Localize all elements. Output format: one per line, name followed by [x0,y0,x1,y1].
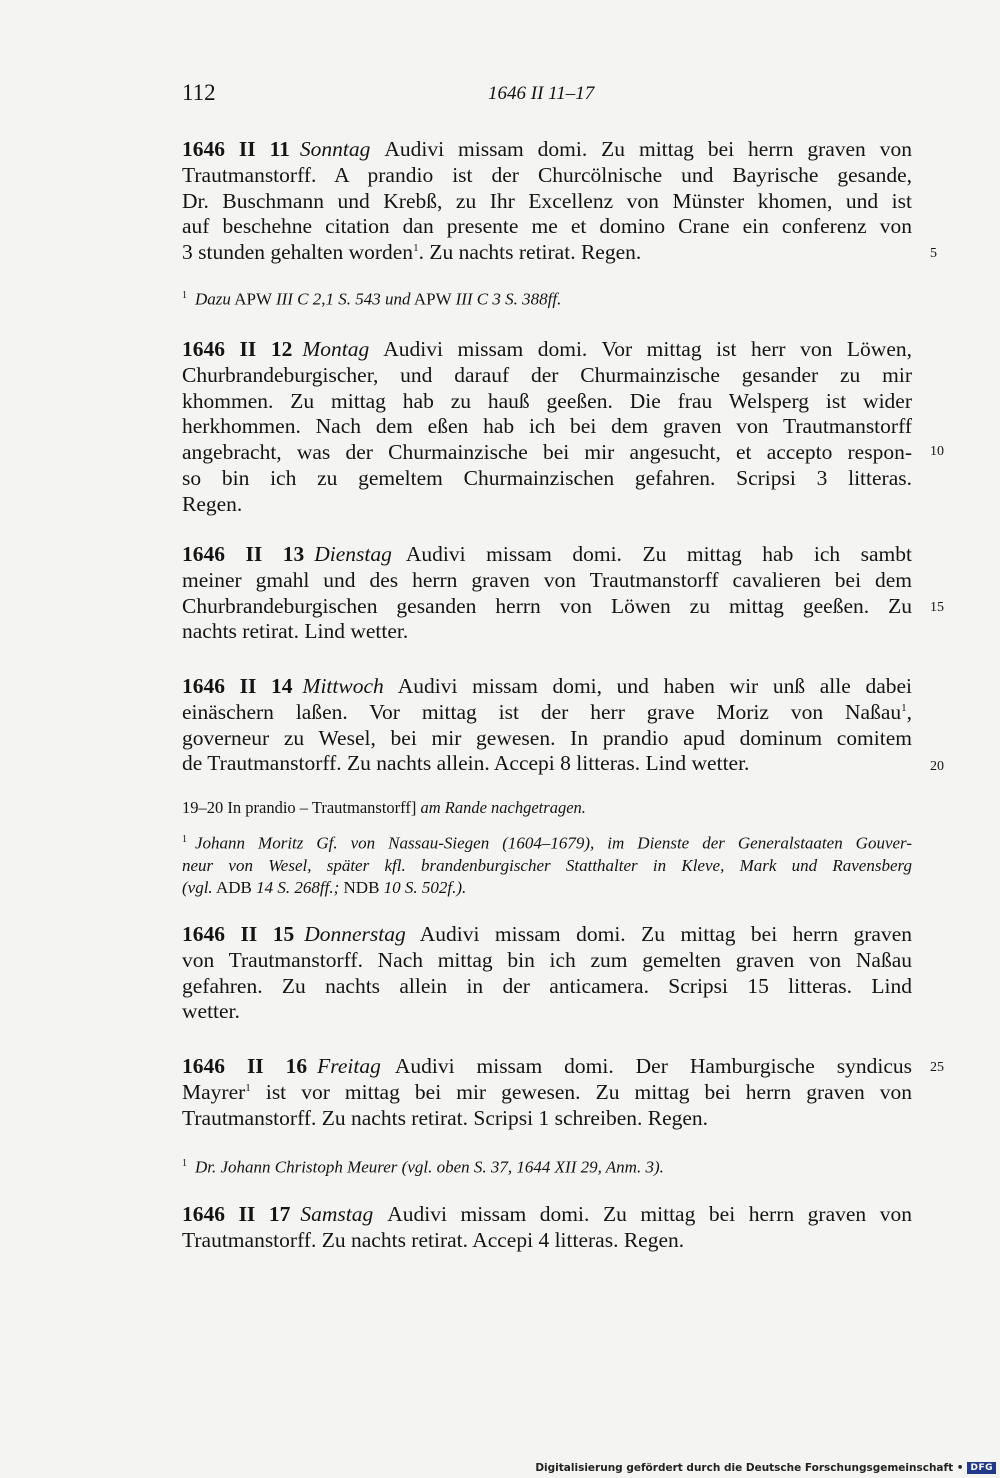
entry-weekday: Samstag [300,1202,374,1226]
dfg-logo: DFG [967,1462,996,1474]
entry-line: de Trautmanstorff. Zu nachts allein. Accepi 8 litteras. Lind wetter. [182,751,750,776]
entry-line: 1646 II 17 Samstag Audivi missam domi. Zu mittag bei herrn graven von [182,1202,912,1226]
entry-line: Trautmanstorff. A prandio ist der Churcölnische und Bayrische gesande, [182,162,912,187]
running-head: 1646 II 11–17 [488,83,595,104]
entry-line: angebracht, was der Churmainzische bei mir angesucht, et accepto respon- [182,440,912,465]
diary-entry [182,137,912,266]
variant-note: 19–20 In prandio – Trautmanstorff] am Rande nachgetragen. [182,798,586,817]
entry-date: 1646 II 15 [182,922,295,946]
footnote-marker: 1 [413,242,419,255]
entry-date: 1646 II 14 [182,674,293,698]
footer-text: Digitalisierung gefördert durch die Deutsche Forschungsgemeinschaft • [535,1462,964,1474]
entry-line: so bin ich zu gemeltem Churmainzischen gefahren. Scripsi 3 litteras. [182,465,912,490]
entry-line: nachts retirat. Lind wetter. [182,619,409,644]
footnote: $^1$ Johann Moritz Gf. von Nassau-Siegen (1604–1679), im Dienste der Generalstaaten Gouver- neur von Wesel, später kfl. brandenburgischer Statthalter in Kleve, Mark und Ravensberg (vgl. ADB 14 S. 268ff.; NDB 10 S. 502f.). [182,833,912,897]
entry-line: 3 stunden gehalten worden$^1$. Zu nachts retirat. Regen. [182,240,642,265]
entry-line: meiner gmahl und des herrn graven von Trautmanstorff cavalieren bei dem [182,567,912,592]
entry-line: 1646 II 11 Sonntag Audivi missam domi. Zu mittag bei herrn graven von [182,137,912,161]
entry-line: 1646 II 16 Freitag Audivi missam domi. Der Hamburgische syndicus [182,1054,912,1078]
entry-line: Dr. Buschmann und Krebß, zu Ihr Excellenz von Münster khomen, und ist [182,188,912,213]
diary-entry [182,1054,912,1131]
entry-line: von Trautmanstorff. Nach mittag bin ich zum gemelten graven von Naßau [182,947,912,972]
entry-line: 1646 II 13 Dienstag Audivi missam domi. Zu mittag hab ich sambt [182,542,912,566]
entry-line: wetter. [182,999,240,1024]
entry-line: Mayrer$^1$ ist vor mittag bei mir gewesen. Zu mittag bei herrn graven von [182,1079,913,1104]
footnote: $^1$ Dr. Johann Christoph Meurer (vgl. oben S. 37, 1644 XII 29, Anm. 3). [182,1157,664,1177]
diary-entry [182,922,912,1025]
diary-entry [182,1202,912,1254]
entry-line: auf beschehne citation dan presente me et domino Crane ein conferenz von [182,214,912,239]
entry-date: 1646 II 13 [182,542,305,566]
entry-line: Trautmanstorff. Zu nachts retirat. Scripsi 1 schreiben. Regen. [182,1105,709,1130]
entry-weekday: Dienstag [314,542,392,566]
entry-weekday: Donnerstag [304,922,406,946]
entry-date: 1646 II 17 [182,1202,291,1226]
entry-date: 1646 II 11 [182,137,290,161]
entry-weekday: Montag [302,337,370,361]
entry-weekday: Sonntag [299,137,371,161]
entry-line: Trautmanstorff. Zu nachts retirat. Accepi 4 litteras. Regen. [182,1227,685,1252]
diary-entry [182,337,912,518]
digitization-footer [535,1462,996,1474]
entry-line: herkhommen. Nach dem eßen hab ich bei dem graven von Trautmanstorff [182,414,912,439]
line-number: 10 [930,444,944,459]
page-number: 112 [182,80,216,105]
entry-line: 1646 II 12 Montag Audivi missam domi. Vor mittag ist herr von Löwen, [182,337,913,361]
entry-line: 1646 II 14 Mittwoch Audivi missam domi, und haben wir unß alle dabei [182,674,913,698]
diary-entry [182,674,912,777]
entry-weekday: Freitag [317,1054,381,1078]
entry-line: governeur zu Wesel, bei mir gewesen. In prandio apud dominum comitem [182,725,912,750]
line-number: 15 [930,600,944,615]
footnote-marker: 1 [901,701,907,714]
footnote-marker: 1 [245,1081,251,1094]
entry-date: 1646 II 16 [182,1054,308,1078]
line-number: 25 [930,1060,944,1075]
entry-line: einäschern laßen. Vor mittag ist der herr grave Moriz von Naßau$^1$, [182,699,912,724]
line-number: 5 [930,246,937,261]
entry-line: Churbrandeburgischen gesanden herrn von Löwen zu mittag geeßen. Zu [182,593,912,618]
entry-weekday: Mittwoch [302,674,384,698]
entry-line: khommen. Zu mittag hab zu hauß geeßen. Die frau Welsperg ist wider [182,388,912,413]
footnote: $^1$ Dazu APW III C 2,1 S. 543 und APW III C 3 S. 388ff. [182,289,562,309]
entry-line: Churbrandeburgischer, und darauf der Churmainzische gesander zu mir [182,362,912,387]
entry-line: gefahren. Zu nachts allein in der anticamera. Scripsi 15 litteras. Lind [182,973,912,998]
line-number: 20 [930,759,944,774]
diary-entry [182,542,912,645]
entry-date: 1646 II 12 [182,337,293,361]
entry-line: 1646 II 15 Donnerstag Audivi missam domi. Zu mittag bei herrn graven [182,922,913,946]
entry-line: Regen. [182,491,243,516]
